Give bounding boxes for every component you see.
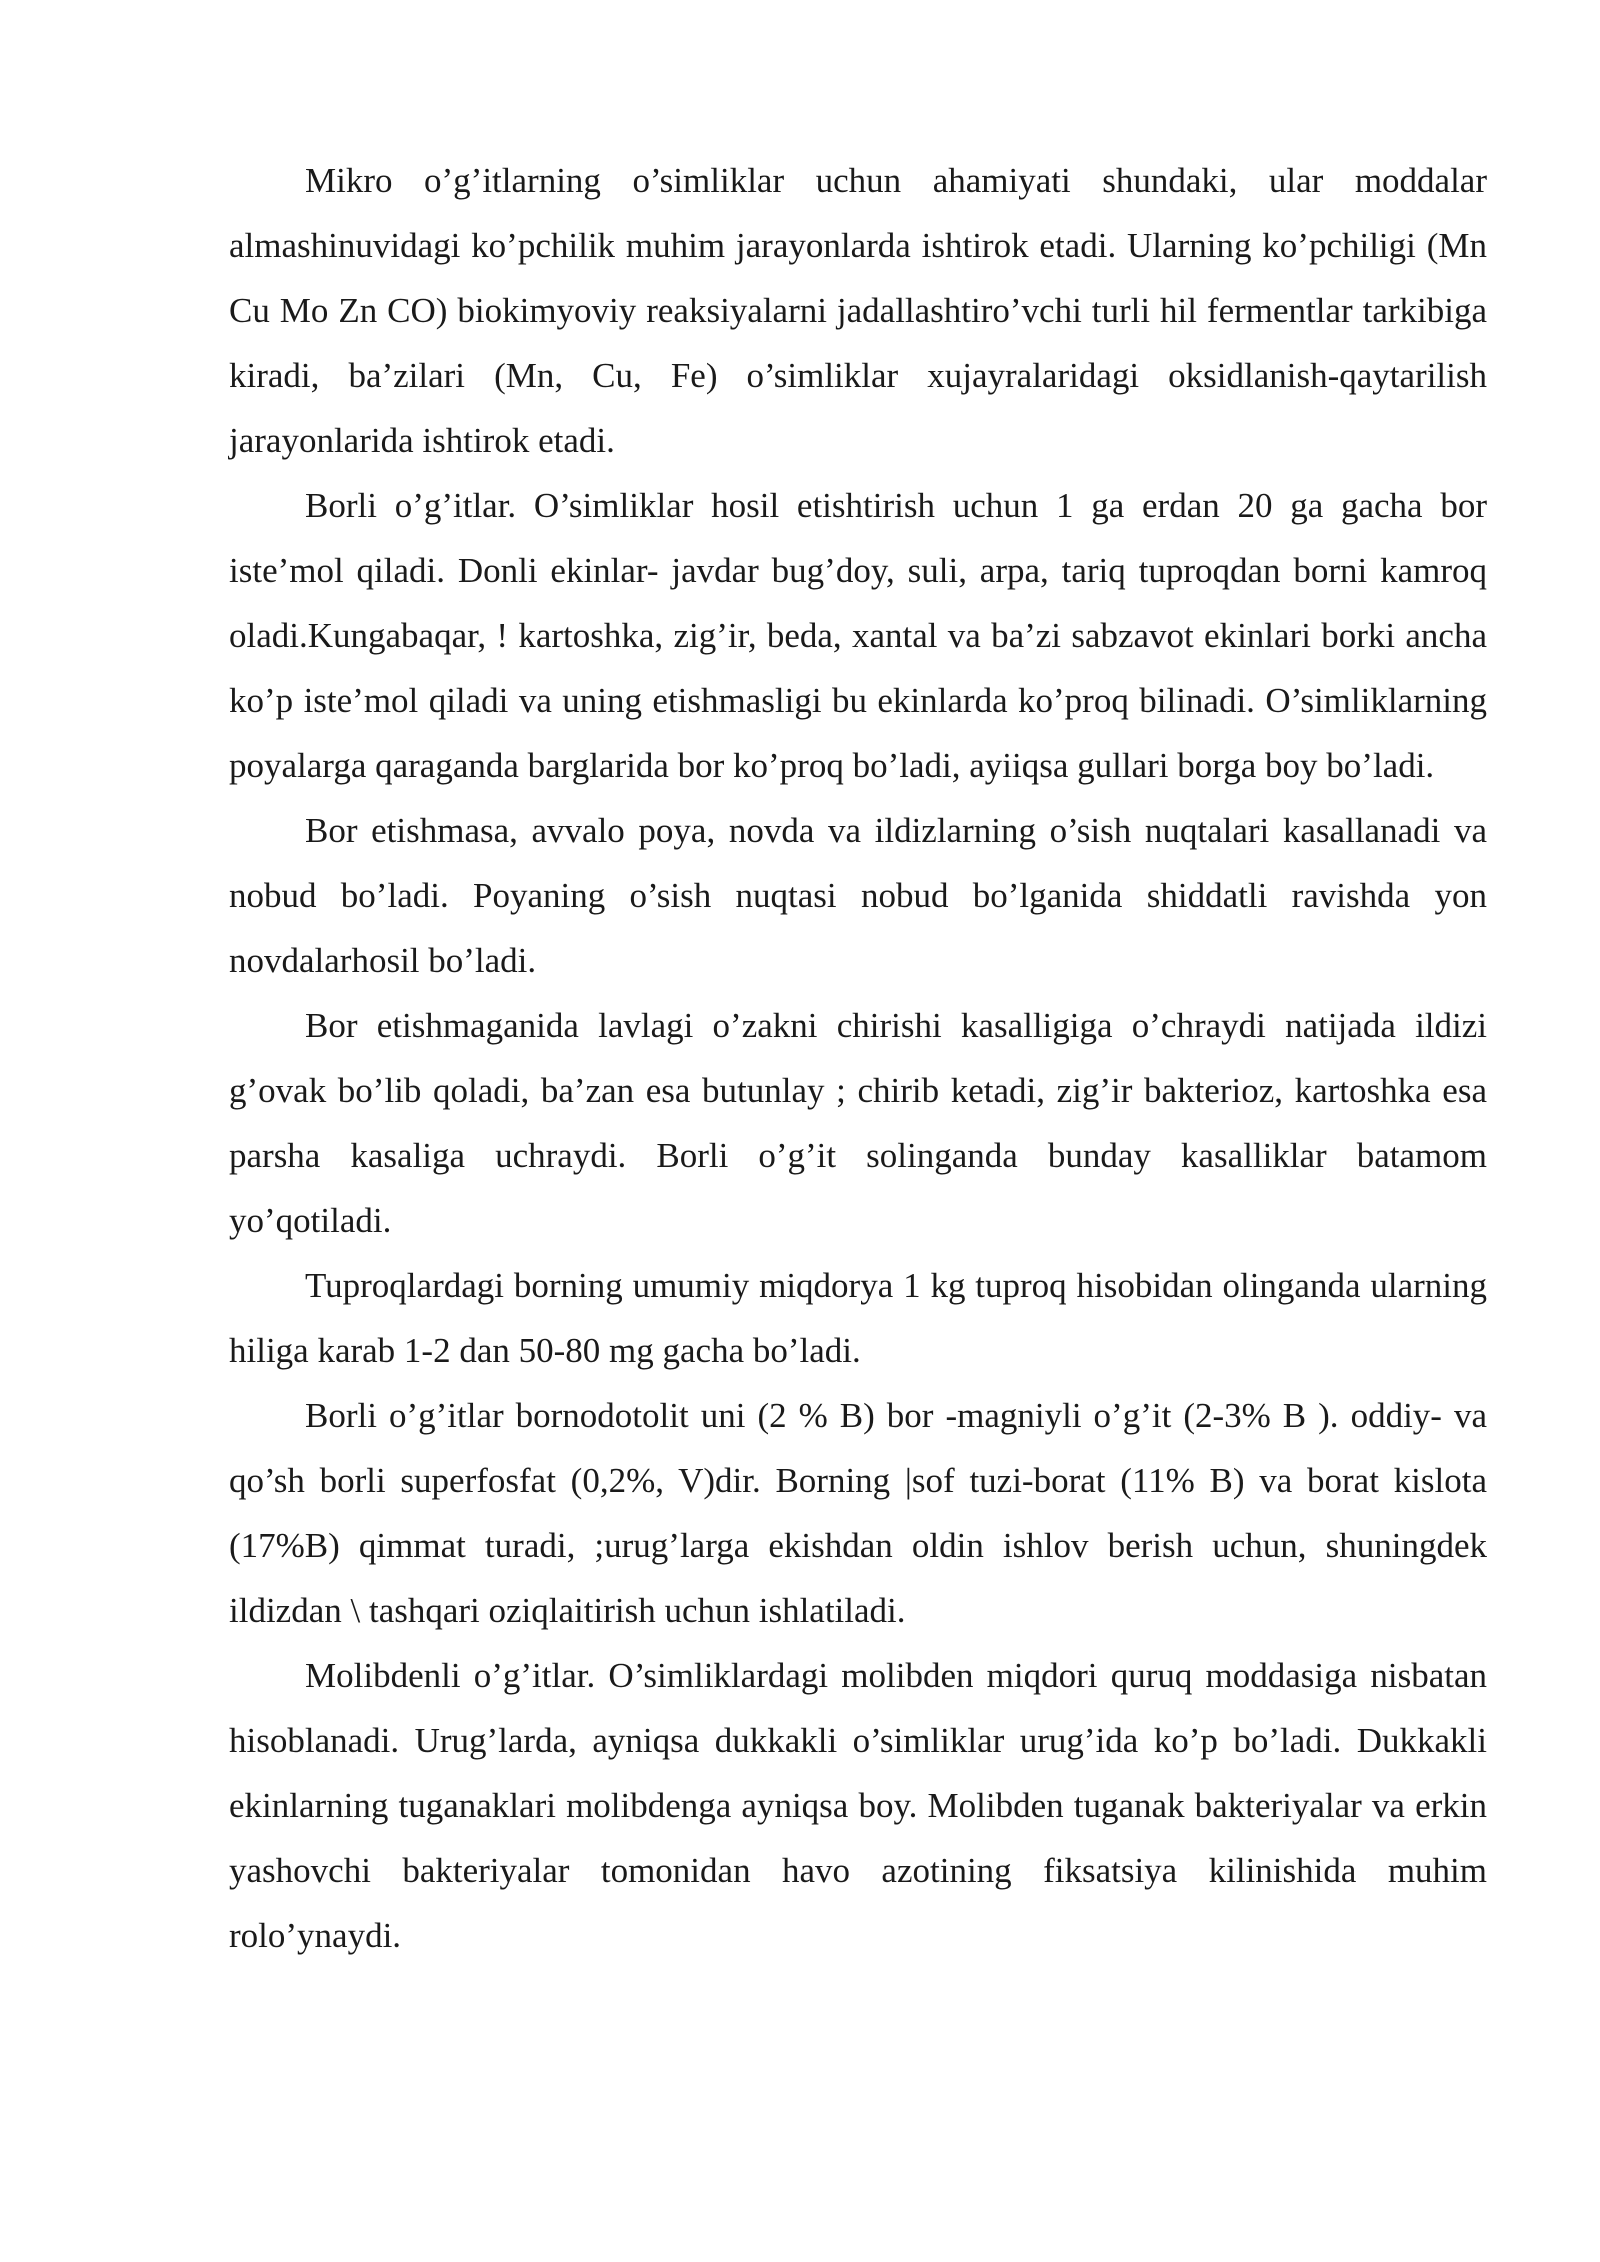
paragraph-micro-fertilizers: Mikro o’g’itlarning o’simliklar uchun ahamiyati shundaki, ular moddalar almashinuvidagi ko’pchilik muhim jarayonlarda ishtirok etadi. Ularning ko’pchiligi (Mn Cu Mo Zn CO) biokimyoviy reaksiyalarni jadallashtiro’vchi turli hil fermentlar tarkibiga kiradi, ba’zilari (Mn, Cu, Fe) o’simliklar xujayralaridagi oksidlanish-qaytarilish jarayonlarida ishtirok etadi.	[229, 161, 1487, 460]
paragraph-boron-deficiency: Bor etishmasa, avvalo poya, novda va ildizlarning o’sish nuqtalari kasallanadi va nobud bo’ladi. Poyaning o’sish nuqtasi nobud bo’lganida shiddatli ravishda yon novdalarhosil bo’ladi.	[229, 811, 1487, 980]
paragraph-boron-fertilizer-types: Borli o’g’itlar bornodotolit uni (2 % B) bor -magniyli o’g’it (2-3% B ). oddiy- va qo’sh borli superfosfat (0,2%, V)dir. Borning |sof tuzi-borat (11% B) va borat kislota (17%B) qimmat turadi, ;urug’larga ekishdan oldin ishlov berish uchun, shuningdek ildizdan \ tashqari oziqlaitirish uchun ishlatiladi.	[229, 1396, 1487, 1630]
paragraph-boron-fertilizers: Borli o’g’itlar. O’simliklar hosil etishtirish uchun 1 ga erdan 20 ga gacha bor iste’mol qiladi. Donli ekinlar- javdar bug’doy, suli, arpa, tariq tuproqdan borni kamroq oladi.Kungabaqar, ! kartoshka, zig’ir, beda, xantal va ba’zi sabzavot ekinlari borki ancha ko’p iste’mol qiladi va uning etishmasligi bu ekinlarda ko’proq bilinadi. O’simliklarning poyalarga qaraganda barglarida bor ko’proq bo’ladi, ayiiqsa gullari borga boy bo’ladi.	[229, 486, 1487, 785]
paragraph-molybdenum-fertilizers: Molibdenli o’g’itlar. O’simliklardagi molibden miqdori quruq moddasiga nisbatan hisoblanadi. Urug’larda, ayniqsa dukkakli o’simliklar urug’ida ko’p bo’ladi. Dukkakli ekinlarning tuganaklari molibdenga ayniqsa boy. Molibden tuganak bakteriyalar va erkin yashovchi bakteriyalar tomonidan havo azotining fiksatsiya kilinishida muhim rolo’ynaydi.	[229, 1656, 1487, 1955]
paragraph-soil-boron-content: Tuproqlardagi borning umumiy miqdorya 1 kg tuproq hisobidan olinganda ularning hiliga karab 1-2 dan 50-80 mg gacha bo’ladi.	[229, 1266, 1487, 1370]
body-text	[229, 148, 1487, 1968]
paragraph-beet-disease: Bor etishmaganida lavlagi o’zakni chirishi kasalligiga o’chraydi natijada ildizi g’ovak bo’lib qoladi, ba’zan esa butunlay ; chirib ketadi, zig’ir bakterioz, kartoshka esa parsha kasaliga uchraydi. Borli o’g’it solinganda bunday kasalliklar batamom yo’qotiladi.	[229, 1006, 1487, 1240]
